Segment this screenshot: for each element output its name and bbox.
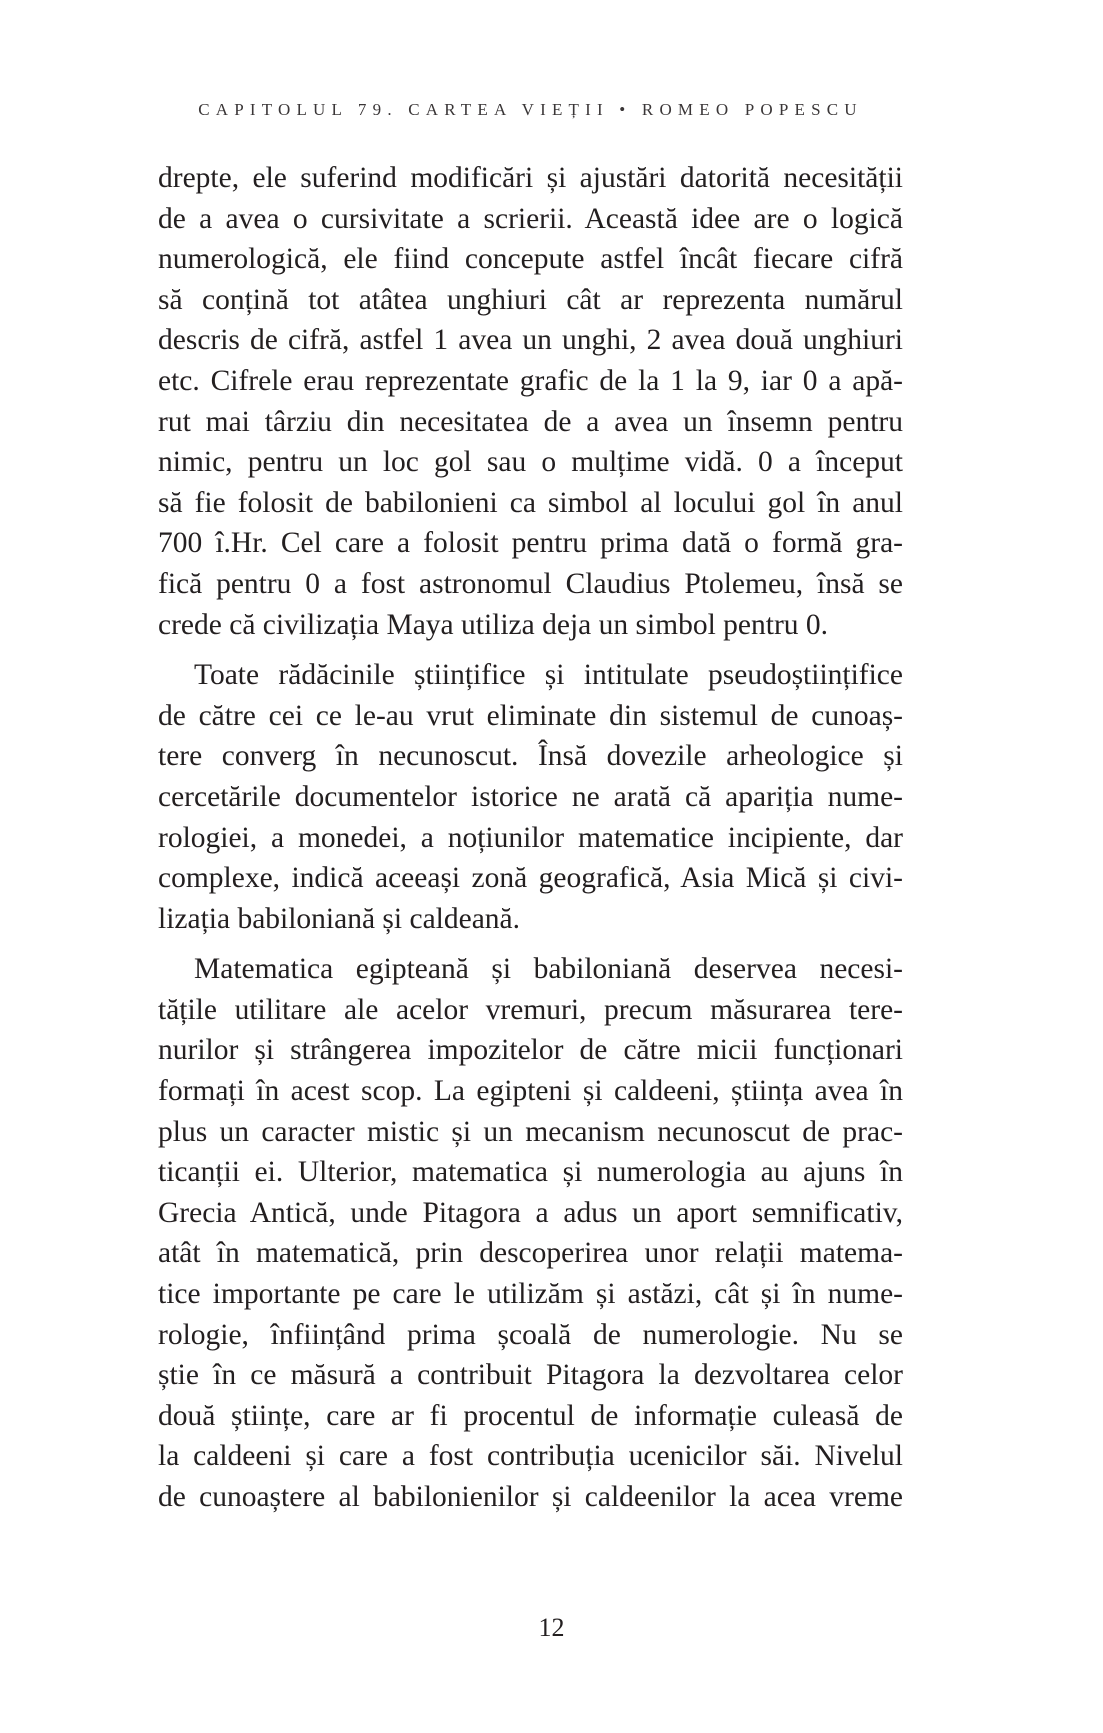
paragraph-1 <box>158 158 903 645</box>
text-line: tice importante pe care le utilizăm și astăzi, cât și în nume- <box>158 1278 903 1311</box>
text-line: lizația babiloniană și caldeană. <box>158 902 521 935</box>
body-text <box>158 158 903 1518</box>
text-line: să fie folosit de babilonieni ca simbol al locului gol în anul <box>158 486 903 519</box>
text-line: rologiei, a monedei, a noțiunilor matematice incipiente, dar <box>158 821 903 854</box>
text-line: Matematica egipteană și babiloniană deservea necesi- <box>194 953 903 986</box>
text-line: formați în acest scop. La egipteni și caldeeni, știința avea în <box>158 1075 903 1108</box>
text-line: Toate rădăcinile științifice și intitulate pseudoștiințifice <box>194 659 903 692</box>
text-line: de către cei ce le-au vrut eliminate din sistemul de cunoaș- <box>158 699 903 732</box>
text-line: nurilor și strângerea impozitelor de către micii funcționari <box>158 1034 903 1067</box>
text-line: rut mai târziu din necesitatea de a avea un însemn pentru <box>158 405 903 438</box>
text-line: rologie, înființând prima școală de numerologie. Nu se <box>158 1318 903 1351</box>
text-line: două științe, care ar fi procentul de informație culeasă de <box>158 1399 903 1432</box>
text-line: să conțină tot atâtea unghiuri cât ar reprezenta numărul <box>158 283 903 316</box>
text-line: tere converg în necunoscut. Însă dovezile arheologice și <box>158 740 903 773</box>
paragraph-3 <box>158 949 903 1517</box>
text-line: etc. Cifrele erau reprezentate grafic de la 1 la 9, iar 0 a apă- <box>158 364 903 397</box>
paragraph-2 <box>158 655 903 939</box>
text-line: nimic, pentru un loc gol sau o mulțime vidă. 0 a început <box>158 446 903 479</box>
text-line: de a avea o cursivitate a scrierii. Această idee are o logică <box>158 202 903 235</box>
text-line: știe în ce măsură a contribuit Pitagora la dezvoltarea celor <box>158 1359 903 1392</box>
text-line: 700 î.Hr. Cel care a folosit pentru prima dată o formă gra- <box>158 527 903 560</box>
text-line: numerologică, ele fiind concepute astfel încât fiecare cifră <box>158 243 903 276</box>
text-line: descris de cifră, astfel 1 avea un unghi, 2 avea două unghiuri <box>158 324 903 357</box>
text-line: la caldeeni și care a fost contribuția ucenicilor săi. Nivelul <box>158 1440 903 1473</box>
text-line: cercetările documentelor istorice ne arată că apariția nume- <box>158 780 903 813</box>
text-line: fică pentru 0 a fost astronomul Claudius Ptolemeu, însă se <box>158 567 903 600</box>
text-line: plus un caracter mistic și un mecanism necunoscut de prac- <box>158 1115 903 1148</box>
text-line: drepte, ele suferind modificări și ajustări datorită necesității <box>158 162 903 194</box>
text-line: Grecia Antică, unde Pitagora a adus un aport semnificativ, <box>158 1196 903 1229</box>
running-header: CAPITOLUL 79. CARTEA VIEȚII • ROMEO POPESCU <box>198 100 863 119</box>
text-line: complexe, indică aceeași zonă geografică, Asia Mică și civi- <box>158 862 903 895</box>
text-line: ticanții ei. Ulterior, matematica și numerologia au ajuns în <box>158 1156 903 1189</box>
text-line: crede că civilizația Maya utiliza deja un simbol pentru 0. <box>158 608 829 641</box>
text-line: tățile utilitare ale acelor vremuri, precum măsurarea tere- <box>158 993 903 1026</box>
text-line: de cunoaștere al babilonienilor și caldeenilor la acea vreme <box>158 1481 903 1513</box>
page-number: 12 <box>538 1613 565 1642</box>
text-line: atât în matematică, prin descoperirea unor relații matema- <box>158 1237 903 1270</box>
